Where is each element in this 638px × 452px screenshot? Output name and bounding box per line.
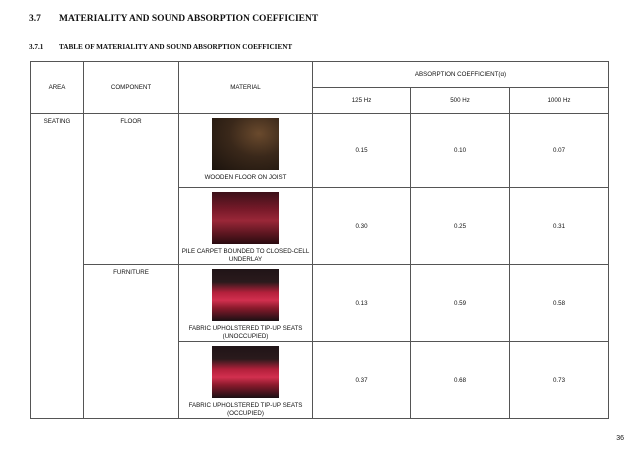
page-number: 36 xyxy=(616,435,624,442)
value-500: 0.25 xyxy=(411,188,510,265)
material-cell xyxy=(179,114,313,188)
header-component: COMPONENT xyxy=(84,62,179,114)
subsection-heading xyxy=(29,43,292,51)
header-absorption: ABSORPTION COEFFICIENT(α) xyxy=(313,62,609,88)
seats-occupied-photo xyxy=(212,346,279,398)
component-cell-floor: FLOOR xyxy=(84,114,179,265)
value-1000: 0.31 xyxy=(510,188,609,265)
material-label: WOODEN FLOOR ON JOIST xyxy=(204,174,287,181)
section-number: 3.7 xyxy=(29,14,41,24)
seats-unoccupied-photo xyxy=(212,269,279,321)
carpet-photo xyxy=(212,192,279,244)
table-row xyxy=(31,265,609,342)
wooden-floor-photo xyxy=(212,118,279,170)
header-material: MATERIAL xyxy=(179,62,313,114)
subsection-title: TABLE OF MATERIALITY AND SOUND ABSORPTION COEFFICIENT xyxy=(59,43,293,51)
material-label: FABRIC UPHOLSTERED TIP-UP SEATS (OCCUPIED) xyxy=(188,402,303,417)
header-125hz: 125 Hz xyxy=(313,88,411,114)
value-1000: 0.73 xyxy=(510,342,609,419)
area-cell: SEATING xyxy=(31,114,84,419)
value-1000: 0.07 xyxy=(510,114,609,188)
header-area: AREA xyxy=(31,62,84,114)
material-label: PILE CARPET BOUNDED TO CLOSED-CELL UNDERLAY xyxy=(181,248,310,263)
table-row xyxy=(31,114,609,188)
subsection-number: 3.7.1 xyxy=(29,43,44,51)
section-title: MATERIALITY AND SOUND ABSORPTION COEFFICIENT xyxy=(59,14,319,24)
value-500: 0.68 xyxy=(411,342,510,419)
header-1000hz: 1000 Hz xyxy=(510,88,609,114)
value-125: 0.13 xyxy=(313,265,411,342)
value-125: 0.15 xyxy=(313,114,411,188)
section-heading xyxy=(29,14,318,24)
absorption-table xyxy=(30,61,609,419)
value-125: 0.30 xyxy=(313,188,411,265)
material-label: FABRIC UPHOLSTERED TIP-UP SEATS (UNOCCUPIED) xyxy=(188,325,303,340)
material-cell xyxy=(179,188,313,265)
value-500: 0.10 xyxy=(411,114,510,188)
material-cell xyxy=(179,342,313,419)
value-1000: 0.58 xyxy=(510,265,609,342)
value-125: 0.37 xyxy=(313,342,411,419)
component-cell-furniture: FURNITURE xyxy=(84,265,179,419)
material-cell xyxy=(179,265,313,342)
header-500hz: 500 Hz xyxy=(411,88,510,114)
value-500: 0.59 xyxy=(411,265,510,342)
